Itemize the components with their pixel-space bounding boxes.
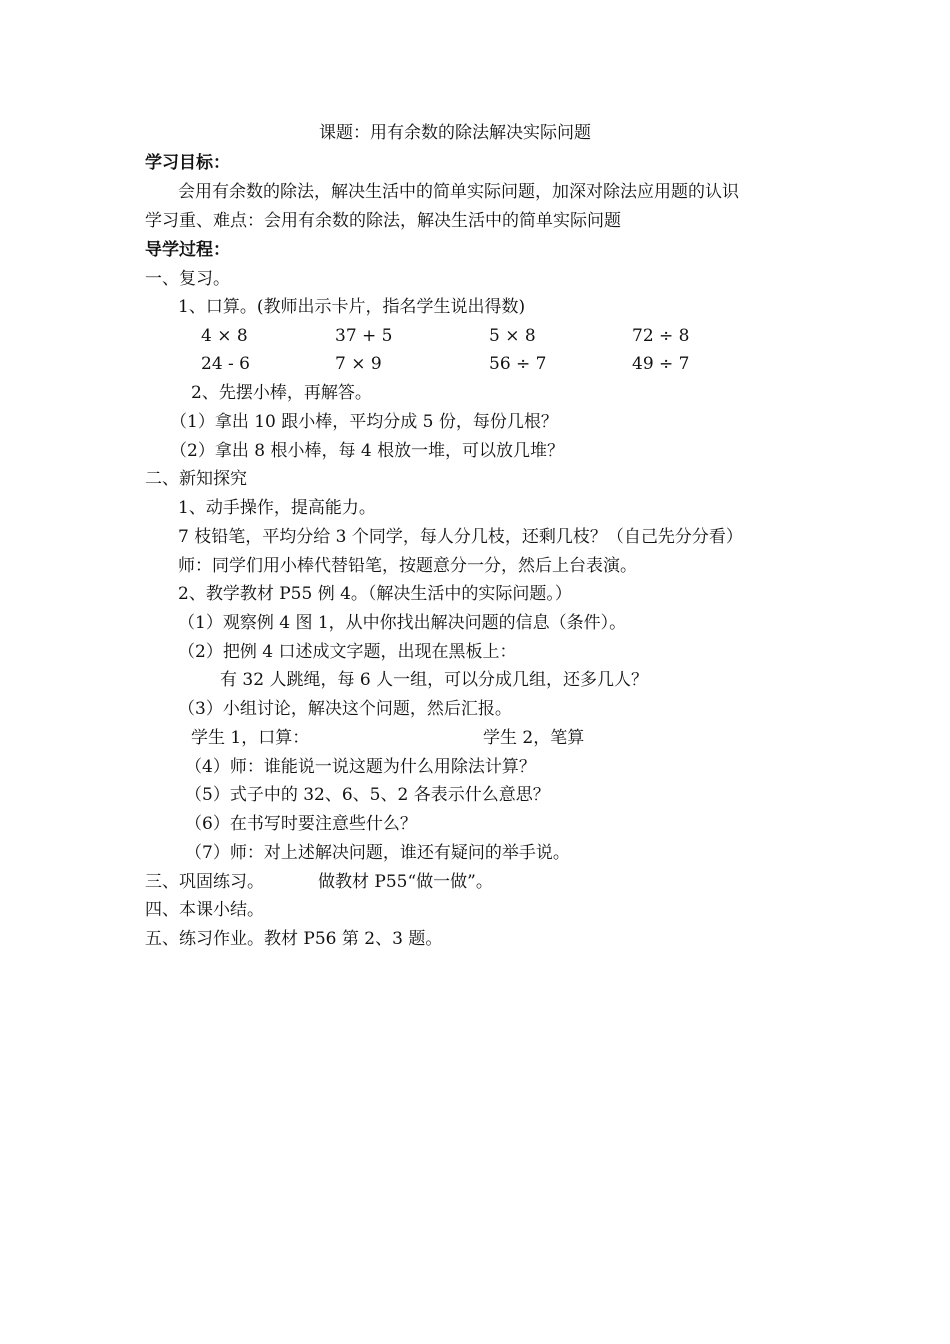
calc-cell: 37 + 5: [335, 326, 393, 346]
section-1-item-1: 1、口算。(教师出示卡片，指名学生说出得数): [178, 297, 526, 317]
calc-cell: 5 × 8: [489, 326, 536, 346]
calc-cell: 24 - 6: [201, 354, 250, 374]
calc-cell: 7 × 9: [335, 354, 382, 374]
calc-cell: 56 ÷ 7: [489, 354, 547, 374]
section-2-item-1: 1、动手操作，提高能力。: [178, 498, 376, 518]
step-6: （6）在书写时要注意些什么？: [185, 814, 417, 834]
step-5: （5）式子中的 32、6、5、2 各表示什么意思？: [185, 785, 550, 805]
question-2: （2）拿出 8 根小棒，每 4 根放一堆，可以放几堆？: [170, 441, 565, 461]
step-2-problem: 有 32 人跳绳，每 6 人一组，可以分成几组，还多几人？: [220, 670, 649, 690]
calc-cell: 49 ÷ 7: [632, 354, 690, 374]
section-2-heading: 二、新知探究: [145, 469, 247, 489]
step-4: （4）师：谁能说一说这题为什么用除法计算？: [185, 757, 536, 777]
teacher-instruction: 师：同学们用小棒代替铅笔，按题意分一分，然后上台表演。: [178, 556, 637, 576]
calc-cell: 72 ÷ 8: [632, 326, 690, 346]
objectives-heading: 学习目标：: [145, 153, 230, 173]
section-3-heading: 三、巩固练习。: [145, 872, 264, 892]
section-4-heading: 四、本课小结。: [145, 900, 264, 920]
calc-cell: 4 × 8: [201, 326, 248, 346]
lesson-title: 课题：用有余数的除法解决实际问题: [319, 123, 591, 143]
student-1: 学生 1，口算：: [191, 728, 310, 748]
step-1: （1）观察例 4 图 1，从中你找出解决问题的信息（条件）。: [178, 613, 627, 633]
pencil-problem: 7 枝铅笔，平均分给 3 个同学，每人分几枝，还剩几枝？（自己先分分看）: [178, 527, 743, 547]
section-5-heading: 五、练习作业。教材 P56 第 2、3 题。: [145, 929, 443, 949]
step-3: （3）小组讨论，解决这个问题，然后汇报。: [178, 699, 512, 719]
question-1: （1）拿出 10 跟小棒，平均分成 5 份，每份几根？: [170, 412, 558, 432]
section-3-text: 做教材 P55“做一做”。: [318, 872, 493, 892]
process-heading: 导学过程：: [145, 240, 230, 260]
step-2: （2）把例 4 口述成文字题，出现在黑板上：: [178, 642, 517, 662]
step-7: （7）师：对上述解决问题，谁还有疑问的举手说。: [185, 843, 570, 863]
section-2-item-2: 2、教学教材 P55 例 4。（解决生活中的实际问题。）: [178, 584, 572, 604]
key-points: 学习重、难点：会用有余数的除法，解决生活中的简单实际问题: [145, 211, 621, 231]
section-1-heading: 一、复习。: [145, 269, 230, 289]
student-2: 学生 2，笔算: [483, 728, 585, 748]
section-1-item-2: 2、先摆小棒，再解答。: [191, 383, 372, 403]
objectives-text: 会用有余数的除法，解决生活中的简单实际问题，加深对除法应用题的认识: [178, 182, 739, 202]
